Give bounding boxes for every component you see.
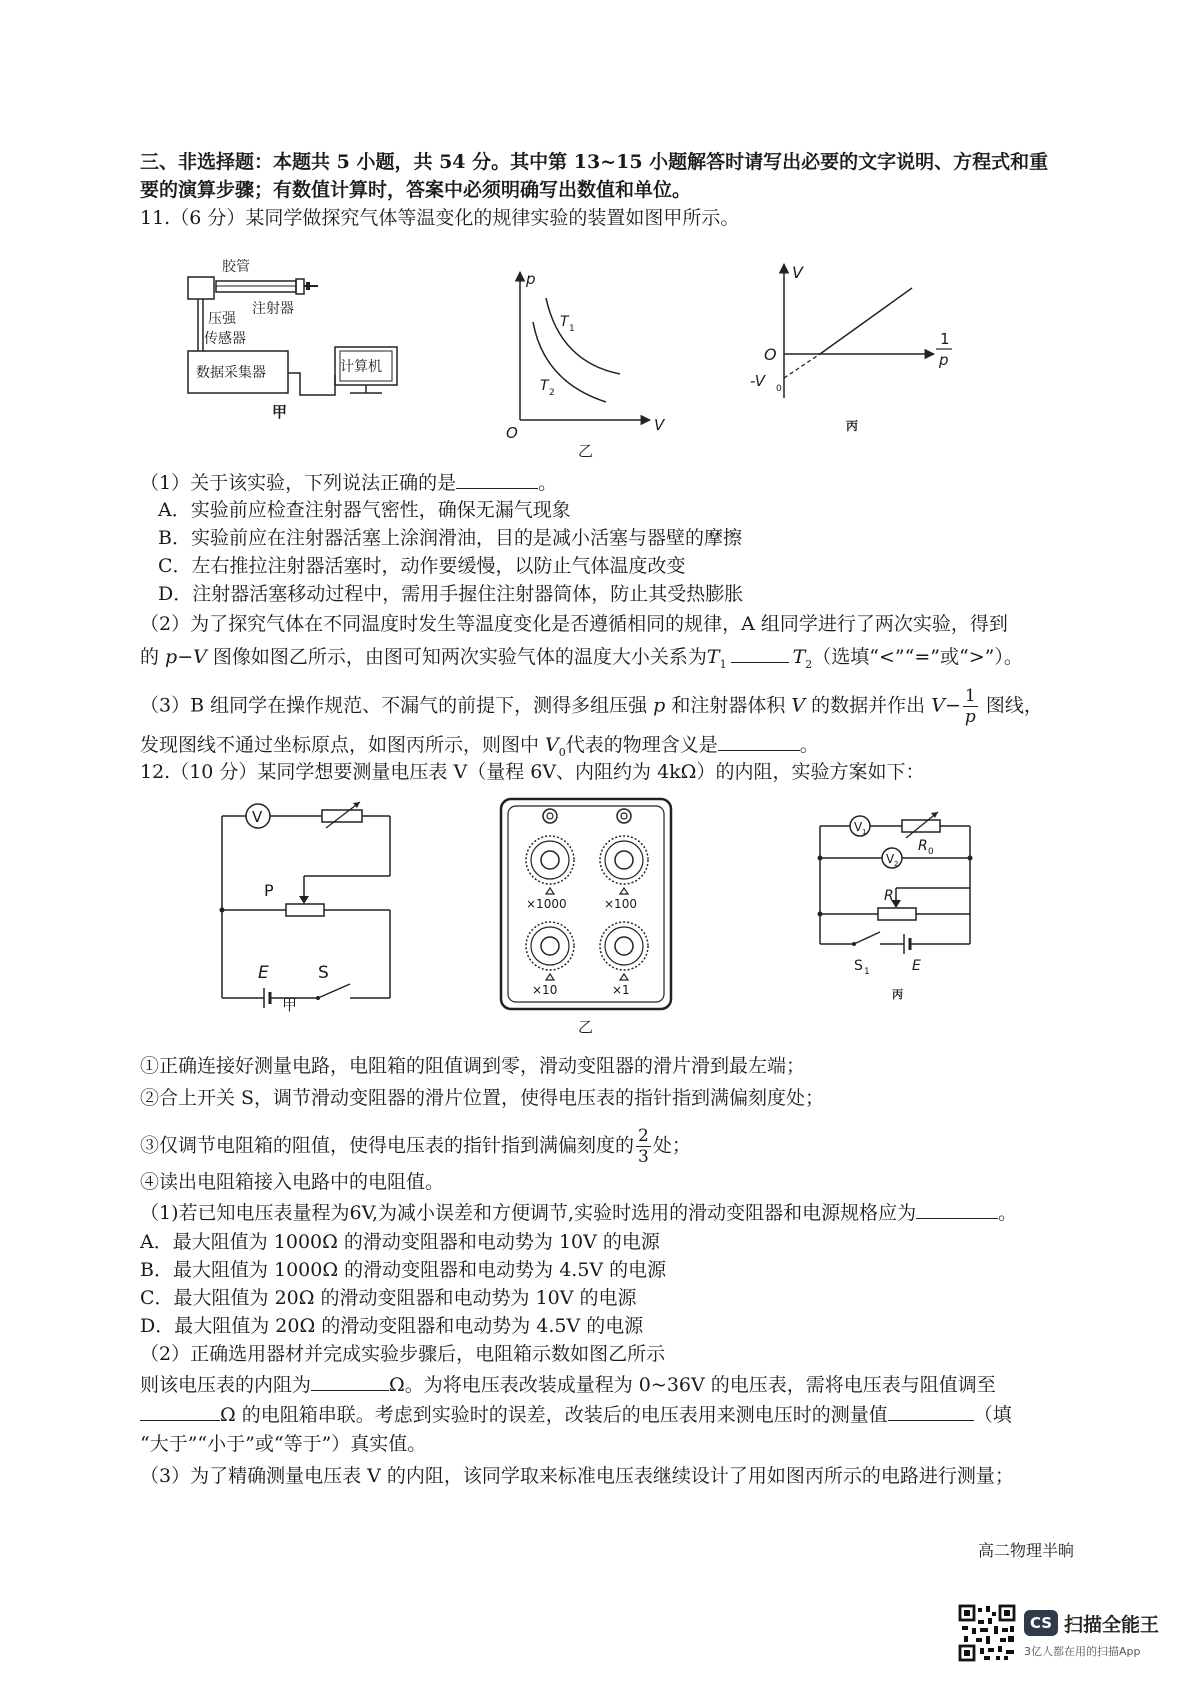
q12-stem: 12.（10 分）某同学想要测量电压表 V（量程 6V、内阻约为 4kΩ）的内阻，实验方案如下： [140,761,925,783]
app-tagline: 3亿人都在用的扫描App [1024,1645,1141,1658]
q12-jia-s: S [318,963,329,983]
q11-p2-line1: （2）为了探究气体在不同温度时发生等温度变化是否遵循相同的规律，A 组同学进行了两次实验，得到 [140,613,1008,635]
q11-jia-syringe: 注射器 [252,301,294,317]
q11-p2-answer-blank[interactable] [731,642,789,663]
q11-bing-y-axis: V [792,263,803,282]
q12-figure-jia [200,792,420,1012]
q12-jia-caption: 甲 [282,996,298,1012]
q11-yi-curve1-sub: 1 [569,324,575,334]
q11-yi-curve2-sub: 2 [549,388,555,398]
q12-step-3: ③仅调节电阻箱的阻值，使得电压表的指针指到满偏刻度的 $\frac{2}{3}$ 处； [140,1126,691,1167]
q12-figure-yi [498,796,678,1036]
q11-p3-line1: （3）B 组同学在操作规范、不漏气的前提下，测得多组压强 p 和注射器体积 V 的数据并作出 V− $\frac{1}{p}$ 图线， [140,686,1043,727]
q12-yi-k1000: ×1000 [526,897,567,911]
app-logo-badge: CS [1024,1610,1058,1636]
q12-bing-s1-sub: 1 [864,967,870,977]
q11-p2-line2: 的 p−V 图像如图乙所示，由图可知两次实验气体的温度大小关系为$T_1$ $T_2$（选填“<”“=”或“>”）。 [140,642,1023,679]
q11-figure-jia [180,255,440,425]
q12-yi-k1: ×1 [612,983,630,997]
q12-p2-line2: 则该电压表的内阻为 Ω。为将电压表改装成量程为 0~36V 的电压表，需将电压表与阻值调至 [140,1370,996,1399]
page-footer-label: 高二物理半晌 [978,1541,1075,1560]
q11-p3-fraction: $\frac{1}{p}$ [964,686,976,727]
section-header-line1: 三、非选择题：本题共 5 小题，共 54 分。其中第 13~15 小题解答时请写出必要的文字说明、方程式和重 [140,151,1049,173]
q12-p2-line3: Ω 的电阻箱串联。考虑到实验时的误差，改装后的电压表用来测电压时的测量值 （填 [140,1400,1012,1429]
q12-bing-r0: R [918,838,928,854]
q12-step-1: ①正确连接好测量电路，电阻箱的阻值调到零，滑动变阻器的滑片滑到最左端； [140,1055,806,1077]
q12-p3-line1: （3）为了精确测量电压表 V 的内阻，该同学取来标准电压表继续设计了用如图丙所示的电路进行测量； [140,1465,1014,1487]
q12-p1-stem: （1)若已知电压表量程为6V,为减小误差和方便调节,实验时选用的滑动变阻器和电源规格应为 。 [140,1198,1017,1227]
q11-p1-answer-blank[interactable] [456,468,538,489]
q12-option-a: A．最大阻值为 1000Ω 的滑动变阻器和电动势为 10V 的电源 [140,1231,660,1253]
q12-jia-p: P [264,881,274,900]
q12-p2-answer-blank-3[interactable] [888,1400,974,1421]
q11-bing-x-num: 1 [940,330,950,348]
q12-bing-v1: V [854,820,863,834]
q11-yi-curve1: T [560,314,569,330]
q12-step3-fraction: $\frac{2}{3}$ [638,1126,649,1167]
q12-yi-k10: ×10 [532,983,558,997]
q11-option-b: B．实验前应在注射器活塞上涂润滑油，目的是减小活塞与器壁的摩擦 [158,527,742,549]
q11-yi-curve2: T [540,378,549,394]
q12-bing-caption: 丙 [892,988,903,1001]
q12-p2-line1: （2）正确选用器材并完成实验步骤后，电阻箱示数如图乙所示 [140,1343,666,1365]
q12-bing-s1: S [854,958,863,974]
q11-bing-intercept: -V [750,372,766,390]
q11-jia-caption: 甲 [272,403,288,421]
q11-jia-sensor-1: 压强 [208,311,236,327]
q11-bing-x-den: p [939,351,949,369]
q12-bing-v2: V [886,852,895,866]
q12-jia-e: E [258,963,269,983]
q11-bing-intercept-sub: 0 [776,384,782,394]
q12-option-c: C．最大阻值为 20Ω 的滑动变阻器和电动势为 10V 的电源 [140,1287,637,1309]
section-header-line2: 要的演算步骤；有数值计算时，答案中必须明确写出数值和单位。 [140,179,692,201]
q12-bing-r0-sub: 0 [928,847,934,857]
q11-yi-caption: 乙 [578,442,594,460]
q11-bing-origin: O [764,345,777,364]
q12-bing-r: R [884,888,894,904]
q11-p3-answer-blank[interactable] [718,730,800,751]
q11-figure-bing [740,258,970,438]
q11-jia-rubber-tube: 胶管 [222,259,250,275]
q12-bing-e: E [912,958,921,974]
q11-jia-collector: 数据采集器 [196,365,266,381]
q11-p3-line2: 发现图线不通过坐标原点，如图丙所示，则图中 $V_0$代表的物理含义是 。 [140,730,819,767]
q12-jia-v: V [252,808,263,826]
q12-step-2: ②合上开关 S，调节滑动变阻器的滑片位置，使得电压表的指针指到满偏刻度处； [140,1087,825,1109]
q12-p2-answer-blank-2[interactable] [140,1400,220,1421]
q12-figure-bing [810,800,990,1015]
q11-option-d: D．注射器活塞移动过程中，需用手握住注射器筒体，防止其受热膨胀 [158,583,744,605]
q11-bing-caption: 丙 [846,419,859,433]
q12-step-4: ④读出电阻箱接入电路中的电阻值。 [140,1171,445,1193]
q12-yi-k100: ×100 [604,897,637,911]
q11-yi-y-axis: p [526,270,536,288]
q11-jia-sensor-2: 传感器 [204,331,246,347]
qr-code-icon [958,1604,1016,1662]
q11-option-c: C．左右推拉注射器活塞时，动作要缓慢，以防止气体温度改变 [158,555,686,577]
q12-yi-caption: 乙 [578,1018,594,1036]
q12-p2-answer-blank-1[interactable] [311,1370,389,1391]
q11-yi-x-axis: V [654,416,665,434]
q12-p1-answer-blank[interactable] [916,1198,998,1219]
q11-jia-computer: 计算机 [340,359,382,375]
q11-figure-yi [500,262,680,462]
q12-bing-v1-sub: 1 [862,828,867,836]
q12-option-d: D．最大阻值为 20Ω 的滑动变阻器和电动势为 4.5V 的电源 [140,1315,644,1337]
q12-option-b: B．最大阻值为 1000Ω 的滑动变阻器和电动势为 4.5V 的电源 [140,1259,667,1281]
q12-p2-line4: “大于”“小于”或“等于”）真实值。 [140,1433,427,1455]
app-name: 扫描全能王 [1064,1614,1160,1636]
q11-option-a: A．实验前应检查注射器气密性，确保无漏气现象 [158,499,571,521]
q11-p1-stem: （1）关于该实验，下列说法正确的是 。 [140,468,557,497]
q11-stem: 11.（6 分）某同学做探究气体等温变化的规律实验的装置如图甲所示。 [140,207,740,229]
q12-bing-v2-sub: 2 [894,860,899,868]
q11-yi-origin: O [506,424,518,442]
